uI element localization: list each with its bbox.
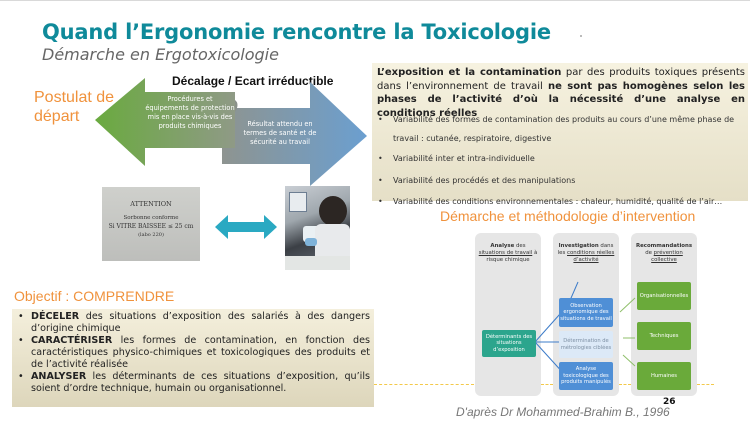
header-bold: Investigation: [558, 243, 599, 249]
list-item: • Variabilité des formes de contamination des produits au cours d’une même phase de travail : cutanée, respiratoire, digestive: [372, 110, 744, 148]
objective-title: Objectif : COMPRENDRE: [14, 288, 175, 304]
footer-divider: [697, 384, 714, 385]
lead-bold-2: ne sont pas homogènes selon les phases de l’activité d’où la nécessité d’une analyse en conditions réelles: [377, 80, 745, 119]
right-arrow-text: Résultat attendu en termes de santé et de sécurité au travail: [243, 120, 317, 146]
slide-title: Quand l’Ergonomie rencontre la Toxicologie: [42, 20, 551, 44]
top-border: [0, 0, 750, 1]
list-item: • Variabilité inter et intra-individuelle: [372, 151, 744, 168]
header-bold: Recommandations: [635, 243, 693, 249]
variability-list: [372, 110, 744, 211]
decorative-dot: [580, 35, 582, 37]
double-arrow-icon: [215, 214, 277, 244]
header-bold: Analyse: [490, 243, 515, 249]
exposition-box: [372, 63, 748, 206]
investigation-box: Observation ergonomique des situations de travail: [559, 298, 613, 327]
objective-text: les formes de contamination, en fonction des caractéristiques physico-chimiques et toxicologiques des produits et de l’activité réalisée: [31, 335, 370, 370]
lab-poster: [289, 192, 307, 212]
glove: [305, 238, 317, 246]
objective-text: des situations d’exposition des salariés à des dangers d’origine chimique: [31, 311, 370, 334]
recommendation-box: Humaines: [637, 362, 691, 390]
sign-line-2: Sorbonne conforme: [123, 215, 179, 221]
header-text: de: [645, 250, 654, 256]
safety-sign-photo: [102, 187, 200, 261]
header-underlined: prévention collective: [651, 250, 683, 263]
objective-verb: DÉCELER: [31, 311, 80, 322]
page-number: 26: [663, 397, 676, 407]
sign-line-1: ATTENTION: [130, 200, 172, 208]
list-item: • Variabilité des conditions environnementales : chaleur, humidité, qualité de l’air…: [372, 194, 744, 211]
sign-line-4: (labo 220): [138, 232, 164, 238]
header-text: dans les: [557, 243, 614, 256]
left-arrow-text: Procédures et équipements de protection mis en place vis-à-vis des produits chimiques: [145, 95, 235, 130]
recommendation-box: Organisationnelles: [637, 282, 691, 310]
bench: [285, 256, 350, 270]
lab-worker-photo: [285, 186, 350, 270]
header-text: des: [514, 243, 526, 249]
sign-line-3: Si VITRE BAISSEE ≤ 25 cm: [108, 223, 194, 230]
determinants-box: Déterminants des situations d’exposition: [482, 330, 536, 357]
header-text: à risque chimique: [486, 250, 538, 263]
slide-subtitle: Démarche en Ergotoxicologie: [42, 45, 279, 64]
list-item: [12, 335, 374, 371]
list-item: • Variabilité des procédés et des manipulations: [372, 173, 744, 190]
credit-text: D'après Dr Mohammed-Brahim B., 1996: [456, 405, 670, 419]
objective-verb: ANALYSER: [31, 371, 87, 382]
gap-arrows-diagram: [95, 78, 370, 186]
objective-box: [12, 309, 374, 407]
methodology-title: Démarche et méthodologie d’intervention: [440, 208, 696, 224]
investigation-box: Analyse toxicologique des produits manipulés: [559, 362, 613, 390]
objective-verb: CARACTÉRISER: [31, 335, 113, 346]
header-underlined: conditions réelles d’activité: [567, 250, 615, 263]
header-underlined: situations de travail: [478, 250, 533, 256]
lead-text-1: par des produits toxiques présents dans l’environnement de travail: [377, 67, 746, 92]
postulat-label: Postulat de départ: [34, 89, 115, 125]
list-item: [12, 311, 374, 335]
gap-label: Décalage / Ecart irréductible: [172, 74, 334, 88]
person-hair: [319, 196, 347, 226]
objective-list: [12, 309, 374, 395]
objective-text: les déterminants de ces situations d’exposition, qu’ils soient d’ordre technique, humain ou organisationnel.: [31, 371, 370, 394]
footer-divider: [374, 384, 474, 385]
list-item: [12, 371, 374, 395]
footer-divider: [541, 384, 553, 385]
investigation-box: Détermination de métrologies ciblées: [559, 331, 613, 358]
recommendation-box: Techniques: [637, 322, 691, 350]
footer-divider: [619, 384, 631, 385]
lead-bold-1: L’exposition et la contamination: [377, 67, 562, 78]
